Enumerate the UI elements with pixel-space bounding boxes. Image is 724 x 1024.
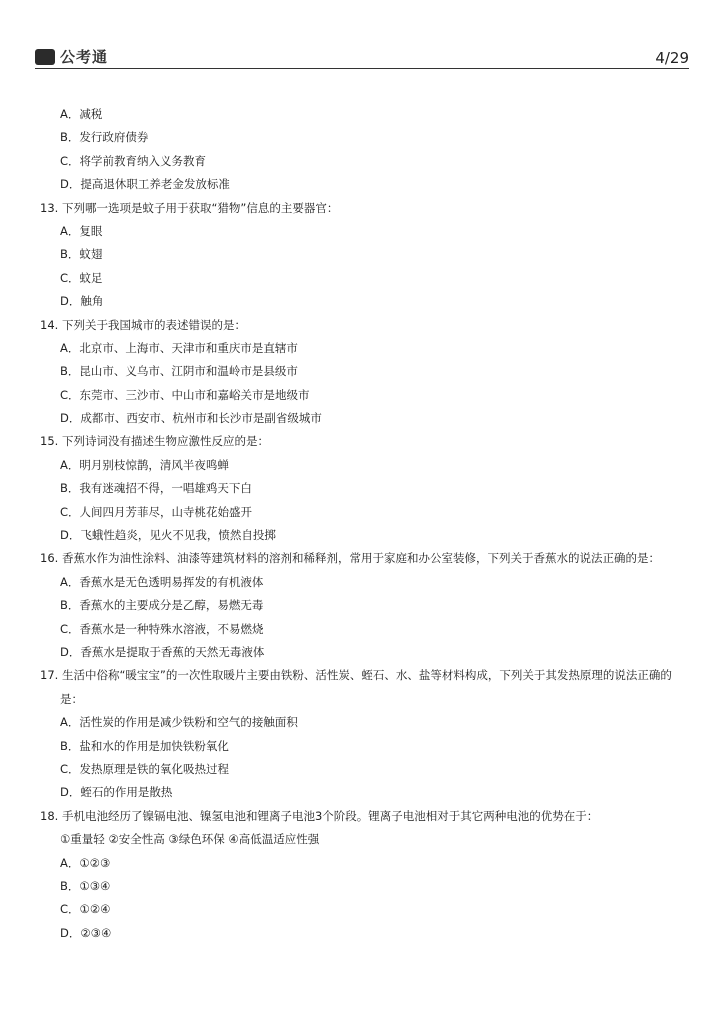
question-stem: 15. 下列诗词没有描述生物应激性反应的是： bbox=[40, 434, 269, 449]
answer-option: D．香蕉水是提取于香蕉的天然无毒液体 bbox=[60, 644, 265, 659]
question-stem: 17. 生活中俗称“暖宝宝”的一次性取暖片主要由铁粉、活性炭、蛭石、水、盐等材料构成，下列关于其发热原理的说法正确的 bbox=[40, 668, 672, 683]
answer-option: A．减税 bbox=[60, 107, 103, 121]
question-stem: 13. 下列哪一选项是蚊子用于获取“猎物”信息的主要器官： bbox=[40, 200, 339, 215]
answer-option: 是： bbox=[60, 691, 83, 706]
answer-option: ①重量轻 ②安全性高 ③绿色环保 ④高低温适应性强 bbox=[60, 832, 320, 847]
answer-option: D．提高退休职工养老金发放标准 bbox=[60, 177, 230, 192]
answer-option: A．复眼 bbox=[60, 223, 103, 238]
answer-option: C．蚊足 bbox=[60, 270, 103, 285]
answer-option: B．①③④ bbox=[60, 878, 111, 893]
answer-option: B．香蕉水的主要成分是乙醇，易燃无毒 bbox=[60, 598, 264, 613]
page-number: 4/29 bbox=[655, 49, 689, 67]
question-list bbox=[40, 103, 690, 945]
logo-icon bbox=[35, 49, 55, 65]
answer-option: D．成都市、西安市、杭州市和长沙市是副省级城市 bbox=[60, 411, 322, 426]
answer-option: A．香蕉水是无色透明易挥发的有机液体 bbox=[60, 574, 264, 589]
answer-option: B．昆山市、义乌市、江阴市和温岭市是县级市 bbox=[60, 364, 298, 379]
answer-option: C．东莞市、三沙市、中山市和嘉峪关市是地级市 bbox=[60, 387, 310, 402]
question-stem: 18. 手机电池经历了镍镉电池、镍氢电池和锂离子电池3个阶段。锂离子电池相对于其它两种电池的优势在于： bbox=[40, 808, 599, 823]
answer-option: A．活性炭的作用是减少铁粉和空气的接触面积 bbox=[60, 715, 298, 730]
answer-option: C．发热原理是铁的氧化吸热过程 bbox=[60, 761, 230, 776]
answer-option: D．蛭石的作用是散热 bbox=[60, 785, 173, 800]
answer-option: B．我有迷魂招不得，一唱雄鸡天下白 bbox=[60, 481, 252, 496]
answer-option: B．蚊翅 bbox=[60, 247, 103, 262]
answer-option: D．②③④ bbox=[60, 925, 112, 940]
answer-option: A．①②③ bbox=[60, 855, 111, 870]
answer-option: A．北京市、上海市、天津市和重庆市是直辖市 bbox=[60, 340, 298, 355]
logo-text: 公考通 bbox=[60, 48, 109, 66]
logo bbox=[35, 46, 108, 67]
answer-option: B．盐和水的作用是加快铁粉氧化 bbox=[60, 738, 229, 753]
page-header bbox=[35, 44, 689, 69]
answer-option: B．发行政府债券 bbox=[60, 130, 149, 145]
answer-option: C．人间四月芳菲尽，山寺桃花始盛开 bbox=[60, 504, 253, 519]
answer-option: C．①②④ bbox=[60, 902, 111, 917]
answer-option: C．香蕉水是一种特殊水溶液，不易燃烧 bbox=[60, 621, 264, 636]
answer-option: D．触角 bbox=[60, 294, 104, 309]
answer-option: C．将学前教育纳入义务教育 bbox=[60, 153, 207, 168]
question-stem: 16. 香蕉水作为油性涂料、油漆等建筑材料的溶剂和稀释剂，常用于家庭和办公室装修，下列关于香蕉水的说法正确的是： bbox=[40, 551, 660, 566]
answer-option: A．明月别枝惊鹊，清风半夜鸣蝉 bbox=[60, 457, 229, 472]
question-stem: 14. 下列关于我国城市的表述错误的是： bbox=[40, 317, 246, 332]
answer-option: D．飞蛾性趋炎，见火不见我，愤然自投掷 bbox=[60, 528, 276, 543]
